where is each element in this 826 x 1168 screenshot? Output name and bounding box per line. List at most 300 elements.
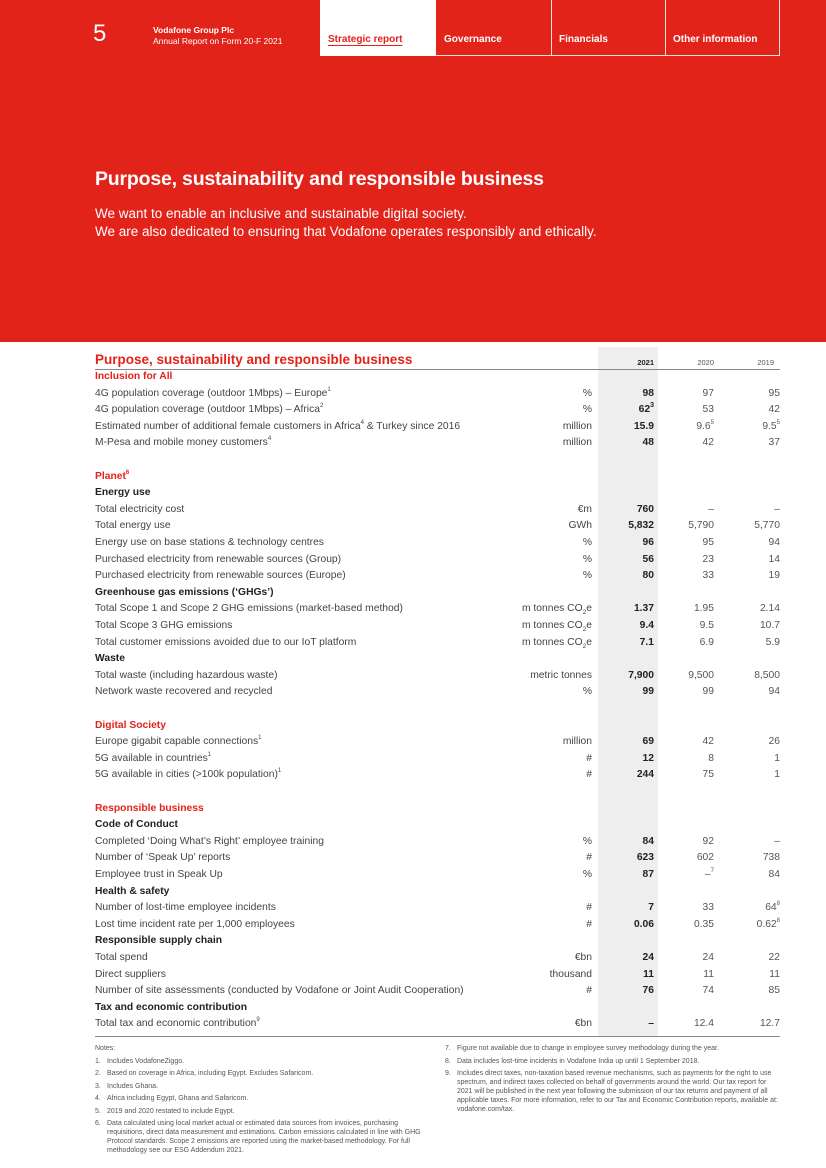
value-text: 6.9 bbox=[699, 636, 714, 648]
footnote-ref: 5 bbox=[776, 419, 780, 426]
value-2021 bbox=[598, 435, 654, 452]
table-row bbox=[95, 502, 780, 519]
value-2021 bbox=[598, 618, 654, 635]
value-text: 99 bbox=[702, 686, 714, 698]
value-2019 bbox=[718, 668, 780, 685]
unit-text: €bn bbox=[574, 1018, 592, 1030]
value-text: 1 bbox=[774, 752, 780, 764]
section-heading bbox=[95, 469, 780, 486]
footnote-ref: 9 bbox=[256, 1017, 260, 1024]
value-text: 15.9 bbox=[633, 420, 654, 432]
value-text: 0.06 bbox=[633, 918, 654, 930]
footnote-text: Includes direct taxes, non-taxation based revenue mechanisms, such as payments for the right to use spectrum, and indirect taxes collected on behalf of governments around the world. Our tax report for 2021 will be published in the next year following the submission of our tax returns and payment of all applicable taxes. For more information, refer to our Tax and Economic Contribution reports, available at: vodafone.com/tax. bbox=[457, 1070, 778, 1113]
row-label-text: Direct suppliers bbox=[95, 968, 166, 980]
value-text: 9.5 bbox=[762, 420, 777, 432]
value-2019 bbox=[718, 618, 780, 635]
unit-text: % bbox=[582, 570, 592, 582]
subsection-heading bbox=[95, 485, 780, 502]
row-label bbox=[95, 469, 129, 486]
footnote-ref: 4 bbox=[360, 419, 364, 426]
row-unit bbox=[586, 983, 592, 1000]
value-text: 738 bbox=[762, 852, 780, 864]
value-text: 84 bbox=[768, 869, 780, 880]
subsection-heading bbox=[95, 1000, 780, 1017]
table-row bbox=[95, 917, 780, 934]
value-2021 bbox=[598, 917, 654, 934]
unit-subscript: 2 bbox=[582, 642, 587, 650]
row-label-text: Employee trust in Speak Up bbox=[95, 869, 223, 880]
value-2020 bbox=[658, 668, 714, 685]
row-label-text: Greenhouse gas emissions (‘GHGs’) bbox=[95, 586, 274, 598]
footnote-ref: 8 bbox=[776, 917, 780, 924]
value-text: 10.7 bbox=[759, 620, 780, 631]
unit-subscript: 2 bbox=[582, 626, 587, 634]
value-2021 bbox=[598, 518, 654, 535]
value-text: 9.4 bbox=[639, 620, 654, 631]
value-text: 97 bbox=[702, 387, 714, 399]
value-2019 bbox=[718, 535, 780, 552]
value-2019 bbox=[718, 751, 780, 768]
table-title: Purpose, sustainability and responsible business bbox=[95, 352, 413, 367]
footnote-ref: 6 bbox=[125, 469, 130, 476]
value-text: 56 bbox=[642, 553, 654, 565]
value-2019 bbox=[718, 635, 780, 652]
tab-governance[interactable]: Governance bbox=[444, 34, 502, 45]
unit-subscript: 2 bbox=[582, 609, 587, 617]
table-row bbox=[95, 402, 780, 419]
footnote-number: 9. bbox=[445, 1070, 451, 1077]
value-2021 bbox=[598, 568, 654, 585]
value-2019 bbox=[718, 552, 780, 569]
row-label bbox=[95, 568, 346, 585]
value-text: 12.7 bbox=[759, 1018, 780, 1030]
value-2020 bbox=[658, 751, 714, 768]
value-text: 7.1 bbox=[639, 636, 654, 648]
row-label bbox=[95, 801, 204, 818]
row-label-text: Total Scope 1 and Scope 2 GHG emissions (market-based method) bbox=[95, 603, 403, 615]
row-unit bbox=[578, 502, 592, 519]
row-label-text: Total tax and economic contribution bbox=[95, 1018, 257, 1030]
value-text: 62 bbox=[638, 404, 651, 416]
footnote-ref: 1 bbox=[327, 386, 331, 393]
tab-strategic-report[interactable]: Strategic report bbox=[320, 0, 436, 56]
subsection-heading bbox=[95, 651, 780, 668]
row-label-text: Number of lost-time employee incidents bbox=[95, 902, 276, 914]
value-text: 24 bbox=[642, 952, 654, 963]
row-label-text: Responsible business bbox=[95, 802, 204, 814]
subtitle-line-2: We are also dedicated to ensuring that Vodafone operates responsibly and ethically. bbox=[95, 224, 597, 239]
row-label bbox=[95, 867, 223, 884]
notes-heading: Notes: bbox=[95, 1045, 116, 1052]
value-text: 602 bbox=[696, 852, 714, 864]
footnote-number: 7. bbox=[445, 1045, 451, 1052]
row-label bbox=[95, 518, 171, 535]
unit-text: % bbox=[582, 537, 592, 548]
row-unit bbox=[586, 751, 592, 768]
unit-text: # bbox=[586, 852, 592, 864]
tab-other-information[interactable]: Other information bbox=[673, 34, 758, 45]
value-2020 bbox=[658, 734, 714, 751]
value-text: 99 bbox=[642, 686, 654, 698]
row-label bbox=[95, 651, 125, 668]
section-heading bbox=[95, 369, 780, 386]
unit-text: million bbox=[562, 420, 592, 432]
footnote-text: 2019 and 2020 restated to include Egypt. bbox=[107, 1107, 235, 1115]
row-label-text: M-Pesa and mobile money customers bbox=[95, 437, 268, 449]
value-text: 623 bbox=[636, 852, 654, 864]
row-label-text: Energy use on base stations & technology centres bbox=[95, 537, 324, 548]
subsection-heading bbox=[95, 817, 780, 834]
unit-text: % bbox=[582, 387, 592, 399]
row-label bbox=[95, 502, 184, 519]
value-2020 bbox=[658, 568, 714, 585]
unit-text: GWh bbox=[568, 520, 592, 532]
value-2020 bbox=[658, 535, 714, 552]
row-label-text: Estimated number of additional female customers in Africa bbox=[95, 420, 361, 432]
row-label-text: Energy use bbox=[95, 487, 151, 499]
value-text: 12 bbox=[642, 752, 654, 764]
footnote bbox=[95, 1082, 430, 1091]
row-label bbox=[95, 552, 341, 569]
value-2021 bbox=[598, 601, 654, 618]
value-text: 9.5 bbox=[699, 620, 714, 631]
value-text: 760 bbox=[636, 503, 654, 515]
value-text: 1.37 bbox=[633, 603, 654, 615]
row-label-text: Total Scope 3 GHG emissions bbox=[95, 620, 233, 631]
row-unit bbox=[583, 402, 592, 419]
footnote-ref: 4 bbox=[267, 436, 272, 443]
unit-text: # bbox=[586, 902, 592, 914]
value-text: 11 bbox=[769, 968, 780, 980]
row-label-tail: & Turkey since 2016 bbox=[363, 420, 461, 432]
table-row bbox=[95, 552, 780, 569]
row-label bbox=[95, 933, 222, 950]
row-unit bbox=[563, 419, 592, 436]
table-row bbox=[95, 535, 780, 552]
row-label-text: Responsible supply chain bbox=[95, 935, 223, 947]
value-2019 bbox=[718, 684, 780, 701]
subsection-heading bbox=[95, 933, 780, 950]
footnote-text: Based on coverage in Africa, including Egypt. Excludes Safaricom. bbox=[107, 1070, 314, 1077]
row-label bbox=[95, 668, 278, 685]
value-2020 bbox=[658, 1016, 714, 1033]
value-text: 5.9 bbox=[765, 636, 780, 648]
value-text: 76 bbox=[642, 985, 654, 997]
row-unit bbox=[583, 552, 592, 569]
value-text: 11 bbox=[703, 968, 714, 980]
value-2021 bbox=[598, 1016, 654, 1033]
value-2019 bbox=[718, 1016, 780, 1033]
row-label-text: Code of Conduct bbox=[95, 819, 178, 831]
row-label bbox=[95, 817, 178, 834]
row-label-text: Network waste recovered and recycled bbox=[95, 686, 273, 698]
table-row bbox=[95, 635, 780, 652]
value-2019 bbox=[718, 601, 780, 618]
value-2020 bbox=[658, 767, 714, 784]
value-text: 94 bbox=[768, 537, 780, 548]
page-title: Purpose, sustainability and responsible business bbox=[95, 168, 544, 190]
value-2021 bbox=[598, 386, 654, 403]
value-text: 7,900 bbox=[628, 669, 654, 681]
value-2020 bbox=[658, 967, 714, 984]
value-text: 75 bbox=[702, 769, 714, 781]
footnote-text: Includes Ghana. bbox=[107, 1082, 158, 1090]
value-2019 bbox=[718, 386, 780, 403]
value-2020 bbox=[658, 386, 714, 403]
footnote bbox=[95, 1119, 430, 1155]
row-label bbox=[95, 369, 172, 386]
value-text: 33 bbox=[702, 570, 714, 582]
row-label bbox=[95, 684, 272, 701]
unit-text: % bbox=[582, 869, 592, 880]
row-unit bbox=[575, 1016, 592, 1033]
notes-left bbox=[95, 1044, 430, 1159]
footnote-number: 4. bbox=[95, 1095, 101, 1102]
year-header-2020: 2020 bbox=[697, 358, 714, 367]
value-text: 244 bbox=[636, 769, 654, 781]
tab-divider bbox=[665, 0, 666, 56]
value-2019 bbox=[718, 983, 780, 1000]
section-heading bbox=[95, 801, 780, 818]
subsection-heading bbox=[95, 884, 780, 901]
unit-text: thousand bbox=[549, 968, 592, 980]
row-label bbox=[95, 734, 262, 751]
value-2021 bbox=[598, 552, 654, 569]
value-2020 bbox=[658, 850, 714, 867]
row-label bbox=[95, 983, 464, 1000]
row-label bbox=[95, 767, 281, 784]
row-label-text: 4G population coverage (outdoor 1Mbps) – Africa bbox=[95, 404, 320, 416]
table-bottom-rule bbox=[95, 1036, 780, 1037]
table-row bbox=[95, 435, 780, 452]
tab-financials[interactable]: Financials bbox=[559, 34, 608, 45]
hero-banner bbox=[0, 0, 826, 342]
row-label bbox=[95, 1016, 260, 1033]
unit-text: million bbox=[562, 736, 592, 748]
value-2019 bbox=[718, 967, 780, 984]
table-row bbox=[95, 419, 780, 436]
value-2021 bbox=[598, 767, 654, 784]
row-label bbox=[95, 751, 211, 768]
unit-text: # bbox=[586, 918, 592, 930]
row-label bbox=[95, 585, 274, 602]
row-unit bbox=[530, 668, 592, 685]
row-label-text: Purchased electricity from renewable sources (Europe) bbox=[95, 570, 346, 582]
row-label-text: Total electricity cost bbox=[95, 503, 185, 515]
row-label-text: Number of site assessments (conducted by Vodafone or Joint Audit Cooperation) bbox=[95, 985, 464, 997]
table-row bbox=[95, 900, 780, 917]
unit-tail: e bbox=[586, 603, 592, 615]
company-name: Vodafone Group Plc bbox=[153, 25, 235, 35]
footnote-text: Data calculated using local market actual or estimated data sources from invoices, purchasing requisitions, direct data measurement and estimations. Carbon emissions calculated in line with GHG Protocol standards. Scope 2 emissions are reported using the market-based methodology. For full methodology see our ESG Addendum 2021. bbox=[107, 1120, 421, 1154]
value-text: 12.4 bbox=[693, 1018, 714, 1030]
row-label bbox=[95, 601, 403, 618]
row-label-text: Waste bbox=[95, 653, 125, 665]
row-label-text: Health & safety bbox=[95, 885, 170, 897]
row-label-text: Number of ‘Speak Up’ reports bbox=[95, 852, 231, 864]
row-label bbox=[95, 950, 148, 967]
unit-text: metric tonnes bbox=[530, 669, 592, 681]
value-2020 bbox=[658, 950, 714, 967]
unit-text: # bbox=[586, 769, 592, 781]
value-text: 92 bbox=[702, 835, 714, 847]
value-2021 bbox=[598, 834, 654, 851]
value-2021 bbox=[598, 983, 654, 1000]
value-text: 23 bbox=[702, 553, 714, 565]
value-2020 bbox=[658, 900, 714, 917]
footnote-number: 2. bbox=[95, 1070, 101, 1077]
value-text: 8 bbox=[708, 752, 714, 764]
table-row bbox=[95, 601, 780, 618]
subtitle-line-1: We want to enable an inclusive and sustainable digital society. bbox=[95, 206, 467, 221]
footnote-text: Data includes lost-time incidents in Vodafone India up until 1 September 2018. bbox=[457, 1057, 700, 1065]
notes-right bbox=[445, 1044, 782, 1118]
row-unit bbox=[583, 684, 592, 701]
row-unit bbox=[583, 834, 592, 851]
value-text: 11 bbox=[643, 968, 654, 980]
row-label-text: Completed ‘Doing What’s Right’ employee training bbox=[95, 835, 324, 847]
report-name: Annual Report on Form 20-F 2021 bbox=[153, 36, 283, 46]
value-2021 bbox=[598, 867, 654, 884]
table-row bbox=[95, 767, 780, 784]
footnote-text: Figure not available due to change in employee survey methodology during the year. bbox=[457, 1045, 719, 1052]
value-text: 64 bbox=[765, 902, 777, 914]
value-2021 bbox=[598, 535, 654, 552]
row-unit bbox=[583, 535, 592, 552]
value-2020 bbox=[658, 552, 714, 569]
unit-text: % bbox=[582, 835, 592, 847]
row-unit bbox=[563, 734, 592, 751]
value-2019 bbox=[718, 568, 780, 585]
value-text: 85 bbox=[768, 985, 780, 997]
table-row bbox=[95, 967, 780, 984]
value-text: – bbox=[774, 835, 780, 847]
footnote-ref: 3 bbox=[650, 402, 654, 410]
value-2021 bbox=[598, 967, 654, 984]
row-label-text: Tax and economic contribution bbox=[95, 1001, 247, 1013]
value-text: 94 bbox=[768, 686, 780, 698]
value-2019 bbox=[718, 435, 780, 452]
value-2019 bbox=[718, 518, 780, 535]
value-text: 5,770 bbox=[754, 520, 780, 532]
value-text: 69 bbox=[642, 736, 654, 748]
year-header-2021: 2021 bbox=[637, 358, 654, 367]
row-label bbox=[95, 419, 460, 436]
value-text: 42 bbox=[768, 404, 780, 416]
table-row bbox=[95, 518, 780, 535]
value-2021 bbox=[598, 402, 654, 419]
row-unit bbox=[569, 518, 592, 535]
value-2020 bbox=[658, 502, 714, 519]
value-text: 74 bbox=[702, 985, 714, 997]
page-number: 5 bbox=[93, 20, 107, 47]
value-text: 19 bbox=[768, 570, 780, 582]
table-row bbox=[95, 950, 780, 967]
value-2021 bbox=[598, 502, 654, 519]
row-label-text: 4G population coverage (outdoor 1Mbps) – Europe bbox=[95, 387, 328, 399]
value-text: 42 bbox=[702, 437, 714, 449]
unit-text: m tonnes CO bbox=[521, 620, 583, 631]
value-text: 1.95 bbox=[693, 603, 714, 615]
table-row bbox=[95, 751, 780, 768]
table-row bbox=[95, 1016, 780, 1033]
value-text: 22 bbox=[768, 952, 780, 963]
tab-underline bbox=[436, 55, 780, 56]
value-2021 bbox=[598, 668, 654, 685]
value-text: – bbox=[774, 503, 780, 515]
value-2021 bbox=[598, 684, 654, 701]
unit-text: # bbox=[586, 985, 592, 997]
value-2020 bbox=[658, 435, 714, 452]
table-row bbox=[95, 568, 780, 585]
row-label bbox=[95, 900, 276, 917]
footnote-number: 3. bbox=[95, 1082, 101, 1090]
footnote-ref: 5 bbox=[710, 419, 714, 426]
value-text: 7 bbox=[648, 902, 654, 914]
table-row bbox=[95, 668, 780, 685]
row-label bbox=[95, 917, 295, 934]
value-text: 42 bbox=[702, 736, 714, 748]
footnote-number: 8. bbox=[445, 1057, 451, 1065]
value-text: 48 bbox=[642, 437, 654, 449]
value-text: 80 bbox=[642, 570, 654, 582]
page-subtitle bbox=[95, 205, 597, 241]
unit-text: €m bbox=[577, 503, 592, 515]
value-2020 bbox=[658, 618, 714, 635]
row-label-text: Inclusion for All bbox=[95, 371, 173, 382]
row-label-text: Total spend bbox=[95, 952, 148, 963]
footnote-text: Africa including Egypt, Ghana and Safaricom. bbox=[107, 1095, 249, 1102]
value-2021 bbox=[598, 635, 654, 652]
value-text: 14 bbox=[768, 553, 780, 565]
value-text: 37 bbox=[768, 437, 780, 449]
value-text: 95 bbox=[702, 537, 714, 548]
row-label-text: Total waste (including hazardous waste) bbox=[95, 669, 278, 681]
tab-divider bbox=[551, 0, 552, 56]
value-text: 9.6 bbox=[696, 420, 711, 432]
row-label bbox=[95, 618, 232, 635]
value-2019 bbox=[718, 867, 780, 884]
table-row bbox=[95, 867, 780, 884]
table-row bbox=[95, 834, 780, 851]
row-label-text: Total customer emissions avoided due to our IoT platform bbox=[95, 636, 357, 648]
value-text: 87 bbox=[642, 869, 654, 880]
footnote-ref: 1 bbox=[277, 768, 282, 775]
row-unit bbox=[583, 386, 592, 403]
row-unit bbox=[586, 900, 592, 917]
row-label bbox=[95, 1000, 247, 1017]
row-label-text: Europe gigabit capable connections bbox=[95, 736, 259, 748]
value-2019 bbox=[718, 419, 780, 436]
footnote-ref: 7 bbox=[710, 868, 714, 874]
footnote bbox=[445, 1057, 782, 1066]
row-unit bbox=[583, 867, 592, 884]
row-label bbox=[95, 834, 324, 851]
value-text: 84 bbox=[642, 835, 654, 847]
value-text: 8,500 bbox=[754, 669, 780, 681]
row-unit bbox=[575, 950, 592, 967]
value-text: 98 bbox=[642, 387, 654, 399]
tab-divider bbox=[779, 0, 780, 56]
value-text: 96 bbox=[642, 537, 654, 548]
value-2021 bbox=[598, 900, 654, 917]
table-row bbox=[95, 618, 780, 635]
row-label bbox=[95, 435, 271, 452]
value-2019 bbox=[718, 900, 780, 917]
footnote-ref: 1 bbox=[258, 735, 262, 742]
table-row bbox=[95, 386, 780, 403]
unit-tail: e bbox=[586, 620, 592, 631]
